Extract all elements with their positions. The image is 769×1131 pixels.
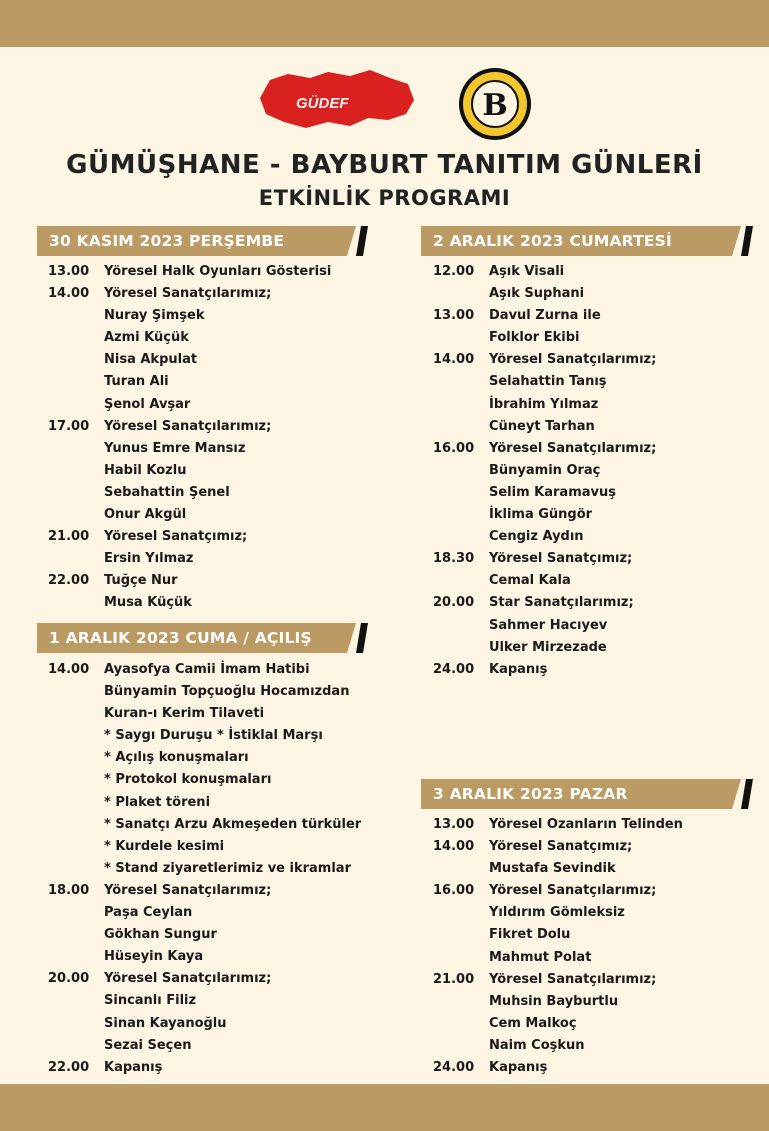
schedule-item: Cengiz Aydın: [489, 529, 584, 545]
schedule-item: Sezai Seçen: [104, 1037, 192, 1053]
day-header-label: 1 ARALIK 2023 CUMA / AÇILIŞ: [49, 629, 312, 647]
schedule-item: Aşık Suphani: [489, 286, 585, 302]
schedule-item: Paşa Ceylan: [104, 905, 193, 921]
schedule-item: * Açılış konuşmaları: [104, 750, 249, 766]
schedule-time: 18.00: [48, 882, 90, 898]
page-subtitle: ETKİNLİK PROGRAMI: [258, 186, 511, 210]
schedule-time: 14.00: [433, 839, 475, 855]
schedule-item: Nisa Akpulat: [104, 352, 198, 368]
schedule-item: Aşık Visali: [489, 264, 565, 279]
day-header-label: 3 ARALIK 2023 PAZAR: [433, 785, 628, 803]
schedule-item: Folklor Ekibi: [489, 330, 580, 346]
schedule-item: Ersin Yılmaz: [104, 551, 194, 567]
schedule-time: 17.00: [48, 418, 90, 434]
schedule-time: 20.00: [433, 595, 475, 611]
schedule-time: 13.00: [48, 264, 90, 279]
schedule-item: Azmi Küçük: [104, 330, 189, 346]
schedule-time: 18.30: [433, 551, 475, 567]
schedule-item: Yöresel Sanatçılarımız;: [104, 286, 272, 302]
schedule-item: Selim Karamavuş: [489, 484, 616, 500]
day-header-dec2: [421, 226, 753, 256]
gudef-logo: [258, 66, 416, 132]
schedule-item: Cem Malkoç: [489, 1015, 577, 1031]
schedule-item: Star Sanatçılarımız;: [489, 595, 634, 611]
schedule-item: * Sanatçı Arzu Akmeşeden türküler: [104, 816, 362, 832]
schedule-item: Yunus Emre Mansız: [104, 440, 246, 456]
schedule-item: Yöresel Ozanların Telinden: [489, 817, 683, 832]
page-title: GÜMÜŞHANE - BAYBURT TANITIM GÜNLERİ: [66, 150, 703, 180]
schedule-item: İbrahim Yılmaz: [489, 396, 599, 412]
schedule-time: 13.00: [433, 308, 475, 324]
schedule-item: Bünyamin Oraç: [489, 462, 601, 478]
schedule-item: Sebahattin Şenel: [104, 484, 230, 500]
schedule-time: 16.00: [433, 440, 475, 456]
schedule-item: Gökhan Sungur: [104, 927, 217, 943]
day-header-stripe: [356, 226, 368, 256]
schedule-time: 21.00: [433, 971, 475, 987]
schedule-item: * Protokol konuşmaları: [104, 772, 272, 788]
schedule-time: 21.00: [48, 529, 90, 545]
schedule-item: Kapanış: [489, 1060, 548, 1076]
bayburt-logo-letter: B: [482, 88, 508, 123]
schedule-item: Yöresel Sanatçımız;: [489, 551, 633, 567]
schedule-item: Yöresel Halk Oyunları Gösterisi: [104, 264, 332, 279]
gudef-logo-text: GÜDEF: [296, 95, 349, 112]
schedule-item: Turan Ali: [104, 374, 169, 390]
schedule-item: Sahmer Hacıyev: [489, 617, 608, 633]
schedule-item: Yöresel Sanatçılarımız;: [104, 882, 272, 898]
schedule-item: Mahmut Polat: [489, 949, 592, 965]
schedule-time: 14.00: [433, 352, 475, 368]
schedule-item: Ulker Mirzezade: [489, 639, 607, 655]
schedule-item: * Stand ziyaretlerimiz ve ikramlar: [104, 860, 351, 876]
schedule-item: Fikret Dolu: [489, 927, 571, 943]
schedule-item: Tuğçe Nur: [104, 573, 178, 589]
schedule-time: 24.00: [433, 661, 475, 677]
day-header-dec1: [37, 623, 368, 653]
schedule-item: * Kurdele kesimi: [104, 838, 225, 854]
schedule-item: Yıldırım Gömleksiz: [489, 905, 625, 921]
schedule-time: 14.00: [48, 662, 90, 677]
schedule-item: Naim Coşkun: [489, 1037, 585, 1053]
schedule-item: Davul Zurna ile: [489, 308, 601, 324]
schedule-time: 22.00: [48, 573, 90, 589]
schedule-item: Onur Akgül: [104, 507, 187, 523]
schedule-time: 14.00: [48, 286, 90, 302]
schedule-item: Kapanış: [489, 661, 548, 677]
schedule-item: Yöresel Sanatçılarımız;: [489, 971, 657, 987]
schedule-item: Yöresel Sanatçılarımız;: [489, 883, 657, 899]
day-header-dec3: [421, 779, 753, 809]
schedule-item: Cüneyt Tarhan: [489, 418, 595, 434]
schedule-item: Yöresel Sanatçılarımız;: [489, 352, 657, 368]
schedule-time: 13.00: [433, 817, 475, 832]
day-header-stripe: [741, 779, 753, 809]
schedule-item: * Plaket töreni: [104, 794, 211, 810]
schedule-item: Musa Küçük: [104, 595, 192, 611]
schedule-item: Yöresel Sanatçılarımız;: [489, 440, 657, 456]
schedule-item: Yöresel Sanatçılarımız;: [104, 971, 272, 987]
schedule-item: Hüseyin Kaya: [104, 949, 204, 965]
schedule-item: Sincanlı Filiz: [104, 993, 197, 1009]
bottom-band: [0, 1084, 769, 1131]
schedule-item: Habil Kozlu: [104, 462, 187, 478]
schedule-time: 24.00: [433, 1060, 475, 1076]
schedule-item: * Saygı Duruşu * İstiklal Marşı: [104, 728, 323, 744]
day-header-label: 2 ARALIK 2023 CUMARTESİ: [433, 232, 673, 250]
day-header-stripe: [356, 623, 368, 653]
schedule-item: Cemal Kala: [489, 573, 571, 589]
schedule-item: Mustafa Sevindik: [489, 861, 616, 877]
schedule-item: Kapanış: [104, 1059, 163, 1075]
schedule-item: İklima Güngör: [489, 507, 593, 523]
schedule-item: Sinan Kayanoğlu: [104, 1015, 227, 1031]
schedule-item: Ayasofya Camii İmam Hatibi: [104, 662, 310, 677]
schedule-item: Kuran-ı Kerim Tilaveti: [104, 706, 265, 722]
schedule-item: Yöresel Sanatçımız;: [104, 529, 248, 545]
schedule-item: Yöresel Sanatçılarımız;: [104, 418, 272, 434]
bayburt-logo: [458, 67, 532, 141]
schedule-time: 12.00: [433, 264, 475, 279]
schedule-item: Muhsin Bayburtlu: [489, 993, 619, 1009]
day-header-nov30: [37, 226, 368, 256]
top-band: [0, 0, 769, 47]
schedule-item: Nuray Şimşek: [104, 308, 205, 324]
schedule-time: 16.00: [433, 883, 475, 899]
schedule-item: Yöresel Sanatçımız;: [489, 839, 633, 855]
day-header-stripe: [741, 226, 753, 256]
schedule-item: Bünyamin Topçuoğlu Hocamızdan: [104, 684, 350, 700]
schedule-item: Selahattin Tanış: [489, 374, 607, 390]
schedule-time: 22.00: [48, 1059, 90, 1075]
schedule-item: Şenol Avşar: [104, 396, 191, 412]
day-header-label: 30 KASIM 2023 PERŞEMBE: [49, 232, 285, 250]
schedule-time: 20.00: [48, 971, 90, 987]
